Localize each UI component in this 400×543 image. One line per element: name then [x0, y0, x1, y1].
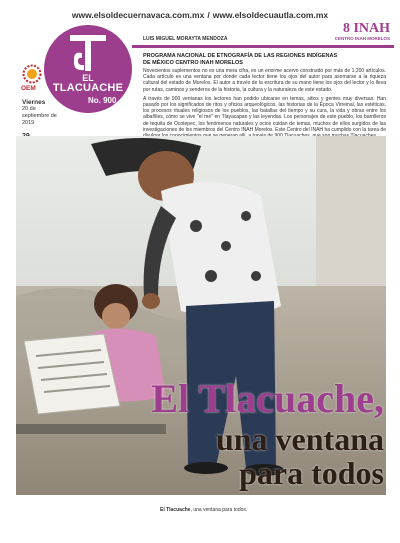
headline-line-1: El Tlacuache, [151, 376, 384, 421]
url-separator: / [207, 10, 210, 20]
caption-rest: , una ventana para todos. [190, 507, 248, 513]
masthead-prefix: EL [82, 73, 94, 83]
inah-logo-sub: CENTRO INAH MORELOS [334, 36, 390, 41]
headline-line-2: una ventana [215, 421, 384, 457]
url-bar [0, 10, 400, 20]
article-paragraph: A través de 900 ventanas los lectores han podido ubicarse en temas, sitios y gentes muy diversas. Han pasado por los significados de ritos y oficios arqueológicos, las historias de la Época Virreinal, las estéticas, los procesos rituales religiosos de los pueblos, las batallas del tiempo y su cura, la vida y obras entre los albañiles, cómo se vive "el mé" en Tlayacapan y las leyendas. Los personajes de este pueblo, los barrilleros de tequila de Ocotepec, los fenómenos naturales y ocios cuidan de temas, muchos de ellos surgidos de las investigaciones de los miembros del Centro INAH Morelos. Este Centro del INAH ha cumplido con la tarea de [143, 95, 386, 133]
article-body [143, 68, 386, 142]
masthead-name: TLACUACHE [52, 82, 124, 94]
headline-line-3: para todos [239, 455, 384, 491]
url-link-cuautla[interactable]: www.elsoldecuautla.com.mx [212, 10, 329, 20]
byline: LUIS MIGUEL MORAYTA MENDOZA [143, 36, 228, 42]
photo-caption [160, 507, 247, 513]
dateline [22, 99, 62, 140]
oem-label: OEM [21, 85, 36, 92]
article-paragraph: Novecientos suplementos no es una mera cifra, es un enorme acervo construido por más de 1,200 artículos. Cada artículo es una ventana por donde cada lector tiene los ojos del autor para asomarse a la riqueza cultural del estado de Morelos. El autor a través de la escritura de su mano tiene los ojos del lector y lo lleva por rutas, caminos y senderos de la historia, la cultura y la naturaleza de este estado. [143, 68, 386, 93]
kicker: PROGRAMA NACIONAL DE ETNOGRAFÍA DE LAS REGIONES INDÍGENAS DE MÉXICO CENTRO INAH MORELOS [143, 53, 338, 66]
header-rule [132, 45, 394, 48]
caption-bold: El Tlacuache [160, 507, 191, 513]
oem-sun-icon [22, 64, 42, 84]
issue-number: No. 900 [88, 96, 117, 105]
inah-logo [318, 22, 390, 42]
tlacuache-glyph-icon [68, 33, 108, 75]
date-full: 20 de septiembre de 2019 [22, 106, 57, 126]
url-link-cuernavaca[interactable]: www.elsoldecuernavaca.com.mx [71, 10, 205, 20]
inah-logo-text: 8 INAH [342, 21, 390, 36]
date-weekday: Viernes [22, 99, 46, 106]
